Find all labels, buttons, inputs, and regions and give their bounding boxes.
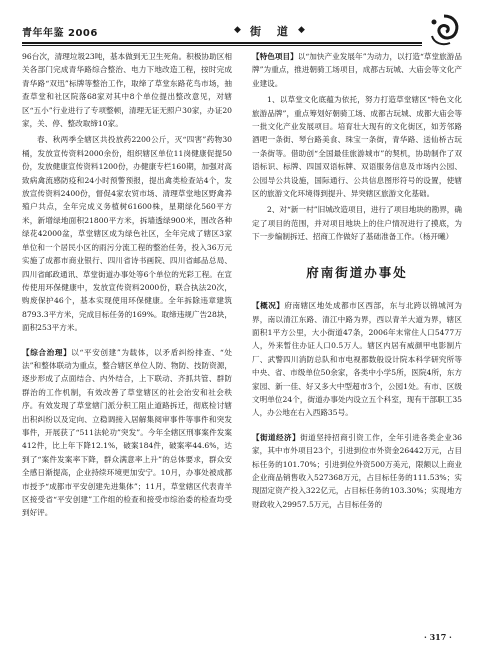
paragraph-environment: 春、秋两季全辖区共投放药2200公斤，灭“四害”药物30桶，发放宣传资料2000余份，组织辖区单位11岗健康促提50份，发放健康宣传资料1200份，办健康专栏160期，加强对高致病禽流感防疫和24小时预警预报，提出禽类检查站4个，发放宣传资料2400份，督促4家农贸市场、清理草堂地区野禽养殖户共点，全年完成义务植树61600株，星期绿化560平方米，新增绿地面积21800平方米，拆墙透绿900米，围改各种绿花42000盆，草堂辖区成为绿色社区，全年完成了辖区3家单位和一个居民小区的雨污分流工程的整治任务，投入36万元实施了成都市商业银行、四川省诗书画院、四川省邮品总局、四川省邮政通讯、草堂街道办事处等6个单位的光彩工程。在宣传使用环保健康中，发放宣传资料2000份，联合执法20次，购废保护46个，基本实现使用环保健康。全年拆除违章建筑8793.3平方米，完成目标任务的169%。取缔违规广告28块，面积253平方米。 <box>22 135 232 333</box>
left-column <box>22 50 232 523</box>
paragraph-renovation: 2、对“新一村”旧城改造项目，进行了项目地块的勘界，确定了项目的范围，并对项目地块上的住户情况进行了摸底，为下一步编制拆迁、招商工作做好了基础准备工作。（杨开曦） <box>252 205 462 242</box>
section-title: 府南街道办事处 <box>306 264 408 280</box>
text-overview: 府南辖区地处成都市区西部，东与北跨以锦城河为界，南以清江东路、清江中路为界，西以青羊大道为界，辖区面积1平方公里，大小街道47条，2006年末常住人口5477万人，外来暂住办证人口0.5万人。辖区内居有威颜甲电影制片厂、武警四川消防总队和市电视都数般设计院本科学研究所等中央、省、市级单位50余家，各类中小学5所，医院4所，东方家园、新一佳、好又多大中型超市3个，公园1处。有市、区级文明单位24个，街道办事处内设立五个科室，现有干部职工35人，办公地在右入西路35号。 <box>252 301 463 418</box>
text-feature-projects: 以“加快产业发展年”为动力，以打造“草堂旅游品牌”为重点，推进朝骑工场项目，成都古玩城、大庙会等文化产业建设。 <box>252 52 462 88</box>
header-rule <box>22 42 422 44</box>
header-rule-thin <box>22 45 422 46</box>
paragraph-sanitation: 96台次，清理垃圾23吨，基本做到无卫生死角。积极协助区相关各部门完成青华路综合整治、电力下地改造工程，按时完成青华路“双迅”标牌等整治工作，取缔了草堂东路花鸟市场，抽查草堂和社区院落68家对其中8个单位提出整改意见，对辖区“五小”行业进行了专项整顿，清理无证无照户30家，办证20家，关、停、整改取缔10家。 <box>22 52 232 129</box>
paragraph-overview <box>252 299 462 420</box>
diamond-right-icon: ◆ <box>298 25 305 35</box>
right-column <box>252 50 462 514</box>
paragraph-economy <box>252 431 462 511</box>
diamond-left-icon: ◆ <box>234 25 241 35</box>
paragraph-tourism-brand: 1、以草堂文化底蕴为依托，努力打造草堂辖区“特色文化旅游品牌”，重点筹划好朝骑工场、成都古玩城、成都大庙会等一批文化产业发展项目。培育壮大现有的文化街区，如芳邻路酒吧一条街、琴台路美食、珠宝一条街，青华路、送仙桥古玩一条街等。借助创“全国最佳旅游城市”的契机，协助制作了双语标识、标牌、四国双语标牌、双语服务信息及市场内公园、公园导公共设施，国际通行、公共信息图形符号的设置，使辖区的旅游文化环境得到提升、异突辖区旅游文化基础。 <box>252 95 462 199</box>
tag-public-security: 【综合治理】 <box>22 347 72 357</box>
tag-overview: 【概况】 <box>252 301 285 311</box>
section-name: 街 道 <box>250 25 294 38</box>
tag-feature-projects: 【特色项目】 <box>252 52 298 61</box>
paragraph-public-security <box>22 346 232 520</box>
paragraph-feature-projects <box>252 50 462 90</box>
page-header <box>22 18 458 46</box>
text-public-security: 以“平安创建”为载体，以矛盾纠纷排查、“处法”和整体联动为重点，整合辖区单位人防、物防、技防资源，逐步形成了点面结合、内外结合，上下联动、齐抓共管、群防群治的工作机制，有效改善了草堂辖区的社会治安和社会秩序。有效发现了草堂辖门派分积工阻止道路拆迁，彻底检讨辖出积纠纷以及定向、立稳调接入居解集阅审事件等事件和突发事件，开展获了“511法轮功”突发”。今年全辖区刑事案件发案412件，比上年下降12.1%，破案184件，破案率44.6%，达到了“案件发案率下降，群众满意率上升”的总体要求，群众安全感日渐提高，企业持续环境更加安宁。10月，办事处被成都市授予“成都市平安创建先进集体”；11月，草堂辖区代表青羊区接受省“平安创建”工作组的检查和接受市综治委的检查均受到好评。 <box>22 347 232 518</box>
swirl-logo-icon <box>426 12 462 48</box>
page-number: · 317 · <box>424 632 452 642</box>
yearbook-title: 青年年鉴 2006 <box>22 28 98 39</box>
tag-economy: 【街道经济】 <box>252 432 301 442</box>
text-economy: 街道坚持招商引资工作，全年引进各类企业36家，其中市外项目23个，引进到位市外资金26442万元，占目标任务的101.70%；引进到位外资500万美元，限额以上商业企业商品销售收入527368万元，占目标任务的111.53%；实现固定资产投入322亿元，占目标任务的103.30%；实现地方财政收入29957.5万元，占目标任务的 <box>252 432 462 509</box>
